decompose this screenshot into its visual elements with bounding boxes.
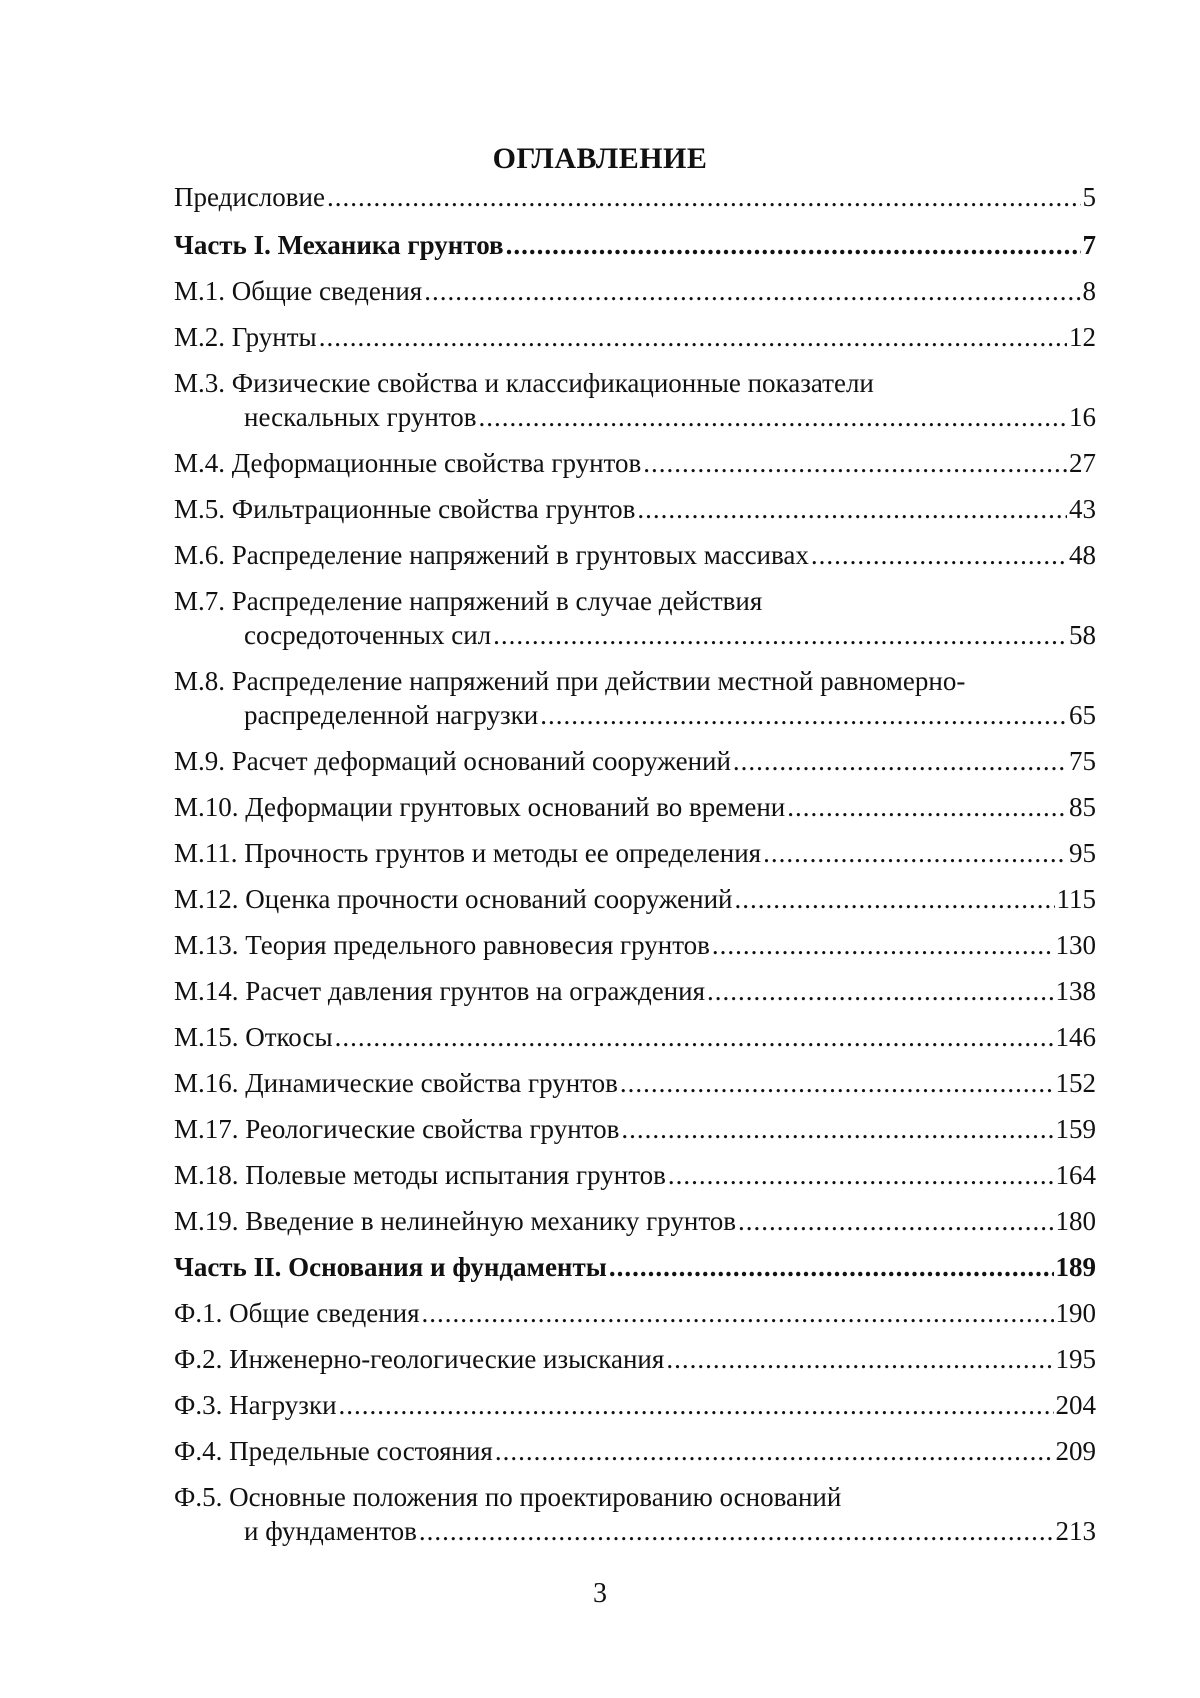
toc-entry-title: М.12. Оценка прочности оснований сооружений — [174, 884, 733, 914]
toc-entry-title: Предисловие — [174, 182, 325, 212]
toc-entry — [174, 974, 1096, 1008]
toc-entry-title: Ф.1. Общие сведения — [174, 1298, 420, 1328]
dot-leader — [733, 744, 1067, 778]
toc-entry-row — [174, 1296, 1096, 1330]
toc-entry-title-line: М.7. Распределение напряжений в случае действия — [174, 586, 763, 616]
toc-entry-title: М.1. Общие сведения — [174, 276, 423, 306]
toc-entry-page: 115 — [1056, 884, 1096, 914]
toc-entry-title: М.16. Динамические свойства грунтов — [174, 1068, 618, 1098]
toc-entry-row — [174, 882, 1096, 916]
toc-entry — [174, 1204, 1096, 1238]
toc-part-heading — [174, 228, 1096, 262]
toc-entry — [174, 492, 1096, 526]
toc-entry-page: 152 — [1055, 1068, 1096, 1098]
toc-entry-page: 58 — [1069, 620, 1096, 650]
toc-entry-title-line: Ф.5. Основные положения по проектированию оснований — [174, 1482, 842, 1512]
toc-entry — [174, 366, 1096, 434]
toc-entry-row — [174, 698, 1096, 732]
toc-entry-row — [174, 1066, 1096, 1100]
toc-entry — [174, 1020, 1096, 1054]
toc-entry-title: М.17. Реологические свойства грунтов — [174, 1114, 620, 1144]
toc-entry — [174, 1158, 1096, 1192]
toc-entry-page: 195 — [1055, 1344, 1096, 1374]
dot-leader — [712, 928, 1054, 962]
toc-entry-row — [174, 1434, 1096, 1468]
dot-leader — [707, 974, 1054, 1008]
toc-entry-page: 7 — [1082, 230, 1096, 260]
toc-entry-page: 48 — [1069, 540, 1096, 570]
toc-entry — [174, 180, 1096, 214]
toc-entry-row — [174, 1514, 1096, 1548]
page-number: 3 — [593, 1578, 607, 1609]
toc-entry-page: 27 — [1069, 448, 1096, 478]
toc-entry-page: 213 — [1055, 1516, 1096, 1546]
toc-entry-title: М.9. Расчет деформаций оснований сооружений — [174, 746, 731, 776]
toc-entry-row — [174, 790, 1096, 824]
dot-leader — [621, 1112, 1053, 1146]
dot-leader — [763, 836, 1067, 870]
dot-leader — [319, 320, 1067, 354]
toc-entry — [174, 1066, 1096, 1100]
toc-entry-title: М.4. Деформационные свойства грунтов — [174, 448, 642, 478]
toc-entry-page: 85 — [1069, 792, 1096, 822]
toc-entry — [174, 1342, 1096, 1376]
toc-entry-title: М.15. Откосы — [174, 1022, 333, 1052]
toc-entry-row — [174, 1250, 1096, 1284]
dot-leader — [479, 400, 1067, 434]
dot-leader — [327, 180, 1081, 214]
dot-leader — [666, 1342, 1053, 1376]
dot-leader — [419, 1514, 1054, 1548]
toc-entry-page: 5 — [1082, 182, 1096, 212]
toc-entry-row — [174, 538, 1096, 572]
toc-entry — [174, 538, 1096, 572]
toc-entry-title: Ф.4. Предельные состояния — [174, 1436, 493, 1466]
toc-entry-page: 95 — [1069, 838, 1096, 868]
toc-entry-title: Часть II. Основания и фундаменты — [174, 1252, 607, 1282]
toc-entry-title: М.5. Фильтрационные свойства грунтов — [174, 494, 636, 524]
toc-entry-row — [174, 1342, 1096, 1376]
toc-entry — [174, 274, 1096, 308]
dot-leader — [495, 1434, 1054, 1468]
toc-entry-page: 159 — [1055, 1114, 1096, 1144]
toc-entry-title: М.10. Деформации грунтовых оснований во времени — [174, 792, 786, 822]
toc-entry-title: и фундаментов — [244, 1516, 417, 1546]
toc-entry-title: сосредоточенных сил — [244, 620, 492, 650]
toc-entry-page: 16 — [1069, 402, 1096, 432]
toc-entry-page: 180 — [1055, 1206, 1096, 1236]
toc-entry — [174, 1480, 1096, 1548]
toc-entry-page: 8 — [1082, 276, 1096, 306]
toc-entry-title: М.19. Введение в нелинейную механику грунтов — [174, 1206, 737, 1236]
toc-entry — [174, 320, 1096, 354]
toc-entry-row — [174, 836, 1096, 870]
toc-entry-page: 190 — [1055, 1298, 1096, 1328]
toc-entry-title: М.14. Расчет давления грунтов на ограждения — [174, 976, 705, 1006]
dot-leader — [339, 1388, 1054, 1422]
toc-entry-row — [174, 492, 1096, 526]
toc-entry-row — [174, 446, 1096, 480]
toc-entry-row — [174, 228, 1096, 262]
toc-entry — [174, 446, 1096, 480]
toc-entry-page: 209 — [1055, 1436, 1096, 1466]
toc-entry-title: М.13. Теория предельного равновесия грунтов — [174, 930, 710, 960]
dot-leader — [424, 274, 1080, 308]
dot-leader — [637, 492, 1067, 526]
toc-entry-row — [174, 180, 1096, 214]
toc-entry — [174, 1112, 1096, 1146]
toc-entry-row — [174, 744, 1096, 778]
dot-leader — [609, 1250, 1054, 1284]
dot-leader — [643, 446, 1067, 480]
toc-entry-title: Часть I. Механика грунтов — [174, 230, 504, 260]
toc-entry — [174, 1434, 1096, 1468]
dot-leader — [738, 1204, 1053, 1238]
toc-part-heading — [174, 1250, 1096, 1284]
toc-entry — [174, 928, 1096, 962]
toc-entry-title: М.18. Полевые методы испытания грунтов — [174, 1160, 666, 1190]
dot-leader — [735, 882, 1055, 916]
toc-entry-row — [174, 400, 1096, 434]
toc-entry-title: М.11. Прочность грунтов и методы ее определения — [174, 838, 762, 868]
toc-entry-page: 65 — [1069, 700, 1096, 730]
toc-entry-page: 43 — [1069, 494, 1096, 524]
toc-entry-title: Ф.3. Нагрузки — [174, 1390, 337, 1420]
dot-leader — [540, 698, 1067, 732]
toc-entry-title: нескальных грунтов — [244, 402, 477, 432]
toc-entry-page: 146 — [1055, 1022, 1096, 1052]
toc-entry-row — [174, 1020, 1096, 1054]
dot-leader — [422, 1296, 1054, 1330]
toc-entry-title: Ф.2. Инженерно-геологические изыскания — [174, 1344, 665, 1374]
toc-entry-title: М.6. Распределение напряжений в грунтовых массивах — [174, 540, 809, 570]
toc-entry-page: 130 — [1055, 930, 1096, 960]
toc-entry-row — [174, 618, 1096, 652]
toc-entry-page: 75 — [1069, 746, 1096, 776]
toc-entry-row — [174, 274, 1096, 308]
dot-leader — [620, 1066, 1054, 1100]
toc-entry-page: 12 — [1069, 322, 1096, 352]
table-of-contents — [174, 180, 1096, 1560]
toc-entry-row — [174, 1112, 1096, 1146]
toc-entry-row — [174, 1388, 1096, 1422]
toc-entry — [174, 1388, 1096, 1422]
dot-leader — [787, 790, 1067, 824]
toc-entry-title: распределенной нагрузки — [244, 700, 539, 730]
toc-entry-row — [174, 928, 1096, 962]
dot-leader — [335, 1020, 1054, 1054]
toc-entry-title-line: М.3. Физические свойства и классификационные показатели — [174, 368, 874, 398]
toc-entry — [174, 836, 1096, 870]
toc-title: ОГЛАВЛЕНИЕ — [492, 142, 708, 175]
toc-entry-page: 189 — [1055, 1252, 1096, 1282]
toc-entry — [174, 790, 1096, 824]
toc-entry — [174, 882, 1096, 916]
dot-leader — [493, 618, 1067, 652]
toc-entry — [174, 1296, 1096, 1330]
toc-entry-page: 164 — [1055, 1160, 1096, 1190]
dot-leader — [506, 228, 1081, 262]
toc-entry-row — [174, 320, 1096, 354]
toc-entry-row — [174, 1158, 1096, 1192]
toc-entry-row — [174, 1204, 1096, 1238]
toc-entry-title-line: М.8. Распределение напряжений при действии местной равномерно- — [174, 666, 966, 696]
toc-entry — [174, 744, 1096, 778]
dot-leader — [668, 1158, 1054, 1192]
toc-entry-page: 204 — [1055, 1390, 1096, 1420]
toc-entry-row — [174, 974, 1096, 1008]
dot-leader — [811, 538, 1067, 572]
toc-entry-page: 138 — [1055, 976, 1096, 1006]
toc-entry — [174, 664, 1096, 732]
toc-entry — [174, 584, 1096, 652]
toc-entry-title: М.2. Грунты — [174, 322, 317, 352]
